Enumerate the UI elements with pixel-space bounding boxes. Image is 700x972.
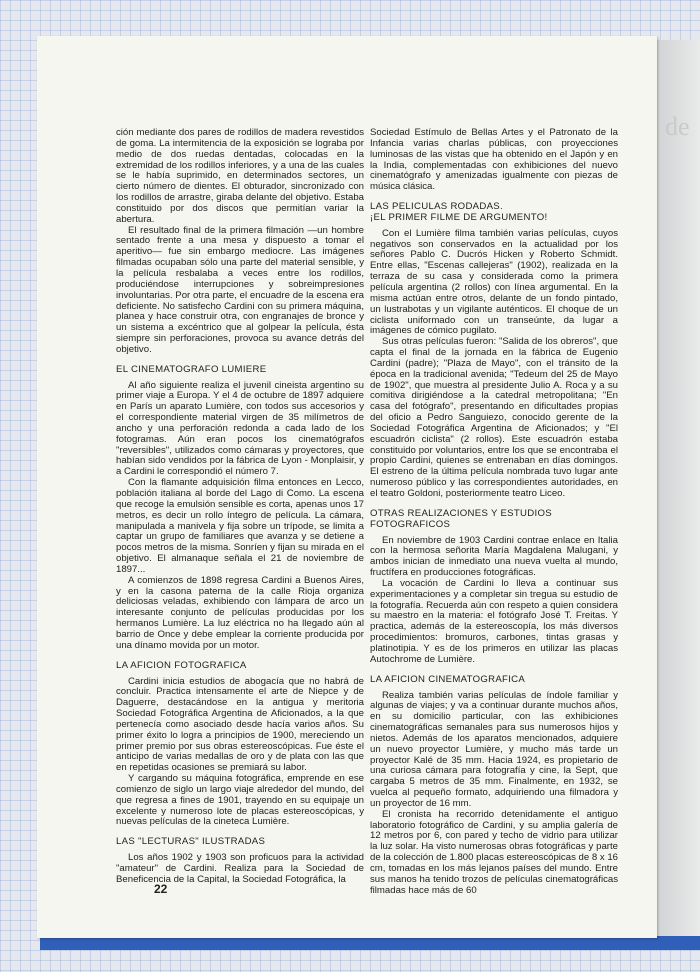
paragraph: Realiza también varias películas de índole familiar y algunas de viajes; y va a continuar durante muchos años, en su domicilio particular, con las exhibiciones cinematográficas semanales para sus numerosos hijos y nietos. Además de los aparatos mencionados, adquiere un nuevo proyector Lumière, y mucho más tarde un proyector Kalé de 35 mm. Hacia 1924, es propietario de una curiosa cámara para fotografía y cine, la Sept, que cargaba 5 metros de 35 mm. Finalmente, en 1932, se vuelca al pequeño formato, adquiriendo una filmadora y un proyector de 16 mm. bbox=[370, 689, 618, 809]
section-heading: OTRAS REALIZACIONES Y ESTUDIOS FOTOGRAFICOS bbox=[370, 507, 552, 530]
page-number: 22 bbox=[154, 882, 168, 896]
blue-cover-edge bbox=[40, 936, 700, 950]
section-heading: LA AFICION CINEMATOGRAFICA bbox=[370, 673, 526, 685]
section-heading: LAS PELICULAS RODADAS. ¡EL PRIMER FILME DE ARGUMENTO! bbox=[370, 201, 548, 223]
paragraph: Sus otras películas fueron: "Salida de los obreros", que capta el final de la jornada en la fábrica de Eugenio Cardini (padre); "Plaza de Mayo", con el tránsito de la época en la tradicional avenida; "Tedeum del 25 de Mayo de 1902", que muestra al presidente Julio A. Roca y a su comitiva dirigiéndose a la catedral metropolitana; "En casa del fotógrafo", presentando en dificultades propias del oficio a Pedro Sanguiezo, conocido gerente de la Sociedad Fotográfica Argentina de Aficionados; y "El escuadrón ciclista" (2 rollos). Este escuadrón estaba constituido por voluntarios, entre los que se encontraba el propio Cardini, quienes se entrenaban en días domingos. El estreno de la última película nombrada tuvo lugar ante numeroso público y las correspondientes autoridades, en el teatro Goldoni, posteriormente teatro Liceo. bbox=[370, 336, 618, 499]
magazine-page bbox=[37, 36, 657, 938]
paragraph: A comienzos de 1898 regresa Cardini a Buenos Aires, y en la casona paterna de la calle Rioja organiza deliciosas veladas, exhibiendo con lámpara de arco un interesante conjunto de películas producidas por los hermanos Lumière. La luz eléctrica no ha llegado aún al barrio de Once y debe emplear la corriente producida por una dínamo movida por un motor. bbox=[116, 574, 364, 651]
section-heading: LAS "LECTURAS" ILUSTRADAS bbox=[116, 836, 266, 848]
paragraph: La vocación de Cardini lo lleva a continuar sus experimentaciones y a completar sin tregua su estudio de la fotografía. Recuerda aún con respeto a quien considera su maestro en la materia: el fotógrafo José T. Freitas. Y practica, además de la estereoscopía, los más diversos procedimientos: bromuros, carbones, tintas grasas y platinotipia. Y es de los primeros en utilizar las placas Autochrome de Lumière. bbox=[370, 577, 618, 665]
paragraph: ción mediante dos pares de rodillos de madera revestidos de goma. La intermitencia de la exposición se lograba por medio de dos ruedas dentadas, colocadas en la extremidad de los rodillos inferiores, y a una de las cuales se le había suprimido, en determinados sectores, un cierto número de dientes. El obturador, sincronizado con los rodillos de arrastre, giraba delante del objetivo. Estaba constituido por dos discos que permitían variar la abertura. bbox=[116, 127, 364, 225]
paragraph: Los años 1902 y 1903 son proficuos para la actividad "amateur" de Cardini. Realiza para la Sociedad de Beneficencia de la Capital, la Sociedad Fotográfica, la bbox=[116, 852, 364, 885]
paragraph: En noviembre de 1903 Cardini contrae enlace en Italia con la hermosa señorita María Magdalena Malugani, y ambos inician de inmediato una nueva vuelta al mundo, fructífera en producciones fotográficas. bbox=[370, 534, 618, 579]
paragraph: Sociedad Estímulo de Bellas Artes y el Patronato de la Infancia varias charlas públicas, con proyecciones luminosas de las vistas que ha obtenido en el Japón y en la India, complementadas con exhibiciones del nuevo cinematógrafo y amenizadas igualmente con piezas de música clásica. bbox=[370, 127, 618, 193]
paragraph: Y cargando su máquina fotográfica, emprende en ese comienzo de siglo un largo viaje alrededor del mundo, del que regresa a fines de 1901, trayendo en su equipaje un excelente y numeroso lote de placas estereoscópicas, y nuevas películas de la cineteca Lumière. bbox=[116, 773, 364, 828]
paragraph: El cronista ha recorrido detenidamente el antiguo laboratorio fotográfico de Cardini, y su amplia galería de 12 metros por 6, con pared y techo de vidrio para utilizar la luz solar. Ha visto numerosas obras fotográficas y parte de la colección de 1.800 placas estereoscópicas de 8 x 16 cm, tomadas en los más lejanos países del mundo. Entre sus manos ha tenido trozos de películas cinematográficas filmadas hace más de 60 bbox=[370, 808, 618, 896]
paragraph: Con el Lumière filma también varias películas, cuyos negativos son conservados en la actualidad por los señores Pablo C. Ducrós Hicken y Roberto Schmidt. Entre ellas, "Escenas callejeras" (1902), realizada en la terraza de su casa y considerada como la primera película argentina (2 rollos) con línea argumental. En la misma actúan entre otros, delante de un fondo pintado, un lustrabotas y un vigilante auténticos. El choque de un ciclista uniformado con un transeúnte, da lugar a imágenes de cómico pugilato. bbox=[370, 227, 618, 337]
paragraph: Cardini inicia estudios de abogacía que no habrá de concluir. Practica intensamente el arte de Niepce y de Daguerre, destacándose en la antigua y meritoria Sociedad Fotográfica Argentina de Aficionados, a la que pertenecía como asociado desde hacía varios años. Su primer éxito lo logra a principios de 1900, mereciendo un primer premio por sus obras estereoscópicas. Fue éste el anticipo de varias medallas de oro y de plata con las que en repetidas ocasiones se premiará su labor. bbox=[116, 675, 364, 774]
next-page-shadow bbox=[655, 40, 700, 948]
section-heading: EL CINEMATOGRAFO LUMIERE bbox=[116, 363, 267, 375]
right-column bbox=[370, 128, 618, 897]
left-column bbox=[116, 128, 364, 886]
section-heading: LA AFICION FOTOGRAFICA bbox=[116, 659, 247, 671]
next-page-ghost-text: de bbox=[665, 112, 690, 141]
paragraph: Al año siguiente realiza el juvenil cineista argentino su primer viaje a Europa. Y el 4 de octubre de 1897 adquiere en París un aparato Lumière, con todos sus accesorios y el correspondiente material virgen de 35 milímetros de ancho y una perforación redonda a cada lado de los fotogramas. Aún eran pocos los cinematógrafos "reversibles", utilizados como cámaras y proyectores, que habían sido vendidos por la fábrica de Lyon - Monplaisir, y a Cardini le correspondió el número 7. bbox=[116, 379, 364, 478]
paragraph: El resultado final de la primera filmación —un hombre sentado frente a una mesa y dispuesto a tomar el aperitivo— fue sin embargo mediocre. Las imágenes filmadas ocupaban sólo una parte del material sensible, y la película resbalaba a veces entre los rodillos, produciéndose interrupciones y sobreimpresiones involuntarias. Por otra parte, el encuadre de la escena era deficiente. No satisfecho Cardini con su primera máquina, planea y hace construir otra, con engranajes de bronce y un sistema a excéntrico que al golpear la película, ésta siempre sin perforaciones, provoca su avance detrás del objetivo. bbox=[116, 224, 364, 355]
paragraph: Con la flamante adquisición filma entonces en Lecco, población italiana al borde del Lago di Como. La escena que recoge la emulsión sensible es corta, apenas unos 17 metros, es decir un rollo íntegro de película. La cámara, manipulada a manivela y fija sobre un trípode, se limita a captar un grupo de familiares que avanza y se detiene a pocos metros de la misma. Sonríen y fijan su mirada en el objetivo. El almanaque señala el 21 de noviembre de 1897... bbox=[116, 477, 364, 575]
